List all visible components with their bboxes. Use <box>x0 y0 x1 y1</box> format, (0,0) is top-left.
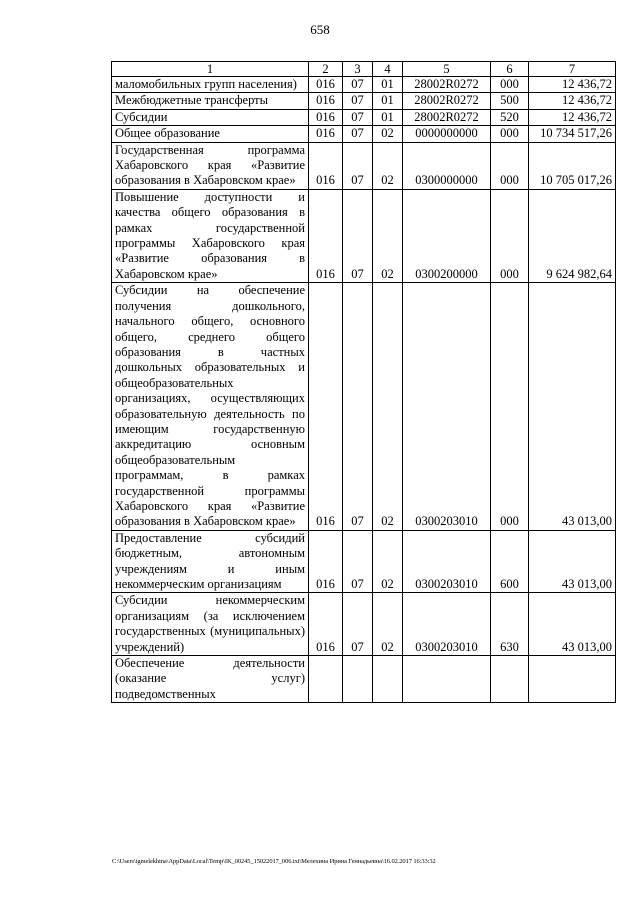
row-section-code: 07 <box>343 189 373 282</box>
header-cell-4: 4 <box>373 62 403 77</box>
row-name: маломобильных групп населения) <box>112 77 309 93</box>
table-row <box>112 93 616 109</box>
row-admin-code: 016 <box>309 126 343 142</box>
table-row <box>112 189 616 282</box>
row-admin-code: 016 <box>309 593 343 656</box>
row-expense-type <box>491 656 529 703</box>
row-target-code <box>403 656 491 703</box>
row-target-code: 0300203010 <box>403 593 491 656</box>
row-name: Межбюджетные трансферты <box>112 93 309 109</box>
row-expense-type: 000 <box>491 77 529 93</box>
row-section-code: 07 <box>343 126 373 142</box>
row-amount: 12 436,72 <box>529 93 616 109</box>
row-admin-code: 016 <box>309 93 343 109</box>
row-expense-type: 000 <box>491 283 529 531</box>
row-name: Субсидии некоммерческим организациям (за исключением государственных (муниципальных) учреждений) <box>112 593 309 656</box>
row-amount: 12 436,72 <box>529 77 616 93</box>
row-admin-code: 016 <box>309 530 343 593</box>
row-section-code: 07 <box>343 530 373 593</box>
row-subsection-code <box>373 656 403 703</box>
row-expense-type: 630 <box>491 593 529 656</box>
row-admin-code: 016 <box>309 189 343 282</box>
row-name: Субсидии <box>112 109 309 125</box>
row-admin-code: 016 <box>309 77 343 93</box>
row-target-code: 28002R0272 <box>403 109 491 125</box>
row-subsection-code: 02 <box>373 530 403 593</box>
row-expense-type: 000 <box>491 126 529 142</box>
row-amount: 12 436,72 <box>529 109 616 125</box>
table-row <box>112 593 616 656</box>
header-cell-2: 2 <box>309 62 343 77</box>
table-row <box>112 530 616 593</box>
row-admin-code: 016 <box>309 109 343 125</box>
row-name: Предоставление субсидий бюджетным, автономным учреждениям и иным некоммерческим организациям <box>112 530 309 593</box>
row-section-code: 07 <box>343 77 373 93</box>
row-expense-type: 000 <box>491 142 529 189</box>
row-expense-type: 600 <box>491 530 529 593</box>
row-amount: 43 013,00 <box>529 530 616 593</box>
row-amount <box>529 656 616 703</box>
row-subsection-code: 01 <box>373 77 403 93</box>
row-amount: 10 705 017,26 <box>529 142 616 189</box>
row-admin-code: 016 <box>309 283 343 531</box>
row-section-code <box>343 656 373 703</box>
table-row <box>112 656 616 703</box>
row-expense-type: 000 <box>491 189 529 282</box>
row-admin-code <box>309 656 343 703</box>
header-cell-3: 3 <box>343 62 373 77</box>
row-subsection-code: 01 <box>373 109 403 125</box>
row-subsection-code: 02 <box>373 189 403 282</box>
row-section-code: 07 <box>343 593 373 656</box>
row-subsection-code: 02 <box>373 593 403 656</box>
row-section-code: 07 <box>343 109 373 125</box>
file-path-footer: C:\Users\igmelekhina\AppData\Local\Temp\IK_00245_15022017_006.txt\Мелехина Ирина Геннадьевна\16.02.2017 16:33:32 <box>112 858 436 865</box>
row-section-code: 07 <box>343 93 373 109</box>
row-name: Общее образование <box>112 126 309 142</box>
table-row <box>112 283 616 531</box>
header-row <box>112 62 616 77</box>
row-target-code: 28002R0272 <box>403 77 491 93</box>
row-section-code: 07 <box>343 142 373 189</box>
row-target-code: 0300200000 <box>403 189 491 282</box>
row-amount: 10 734 517,26 <box>529 126 616 142</box>
row-section-code: 07 <box>343 283 373 531</box>
row-admin-code: 016 <box>309 142 343 189</box>
row-name: Субсидии на обеспечение получения дошкольного, начального общего, основного общего, среднего общего образования в частных дошкольных образовательных и общеобразовательных организациях, осуществляющих образовательную деятельность по имеющим государственную аккредитацию основным общеобразовательным программам, в рамках государственной программы Хабаровского края «Развитие образования в Хабаровском крае» <box>112 283 309 531</box>
row-subsection-code: 02 <box>373 142 403 189</box>
row-amount: 43 013,00 <box>529 593 616 656</box>
row-subsection-code: 01 <box>373 93 403 109</box>
header-cell-6: 6 <box>491 62 529 77</box>
row-amount: 9 624 982,64 <box>529 189 616 282</box>
table-row <box>112 109 616 125</box>
table-row <box>112 142 616 189</box>
row-amount: 43 013,00 <box>529 283 616 531</box>
header-cell-5: 5 <box>403 62 491 77</box>
row-target-code: 0300203010 <box>403 283 491 531</box>
row-target-code: 28002R0272 <box>403 93 491 109</box>
page-number: 658 <box>310 22 330 37</box>
header-cell-7: 7 <box>529 62 616 77</box>
row-subsection-code: 02 <box>373 126 403 142</box>
table-row <box>112 77 616 93</box>
row-target-code: 0300000000 <box>403 142 491 189</box>
table-row <box>112 126 616 142</box>
row-target-code: 0000000000 <box>403 126 491 142</box>
row-expense-type: 520 <box>491 109 529 125</box>
budget-table <box>111 61 616 703</box>
row-name: Обеспечение деятельности (оказание услуг) подведомственных <box>112 656 309 703</box>
row-expense-type: 500 <box>491 93 529 109</box>
row-name: Повышение доступности и качества общего образования в рамках государственной программы Хабаровского края «Развитие образования в Хабаровском крае» <box>112 189 309 282</box>
row-name: Государственная программа Хабаровского края «Развитие образования в Хабаровском крае» <box>112 142 309 189</box>
row-target-code: 0300203010 <box>403 530 491 593</box>
header-cell-1: 1 <box>112 62 309 77</box>
row-subsection-code: 02 <box>373 283 403 531</box>
